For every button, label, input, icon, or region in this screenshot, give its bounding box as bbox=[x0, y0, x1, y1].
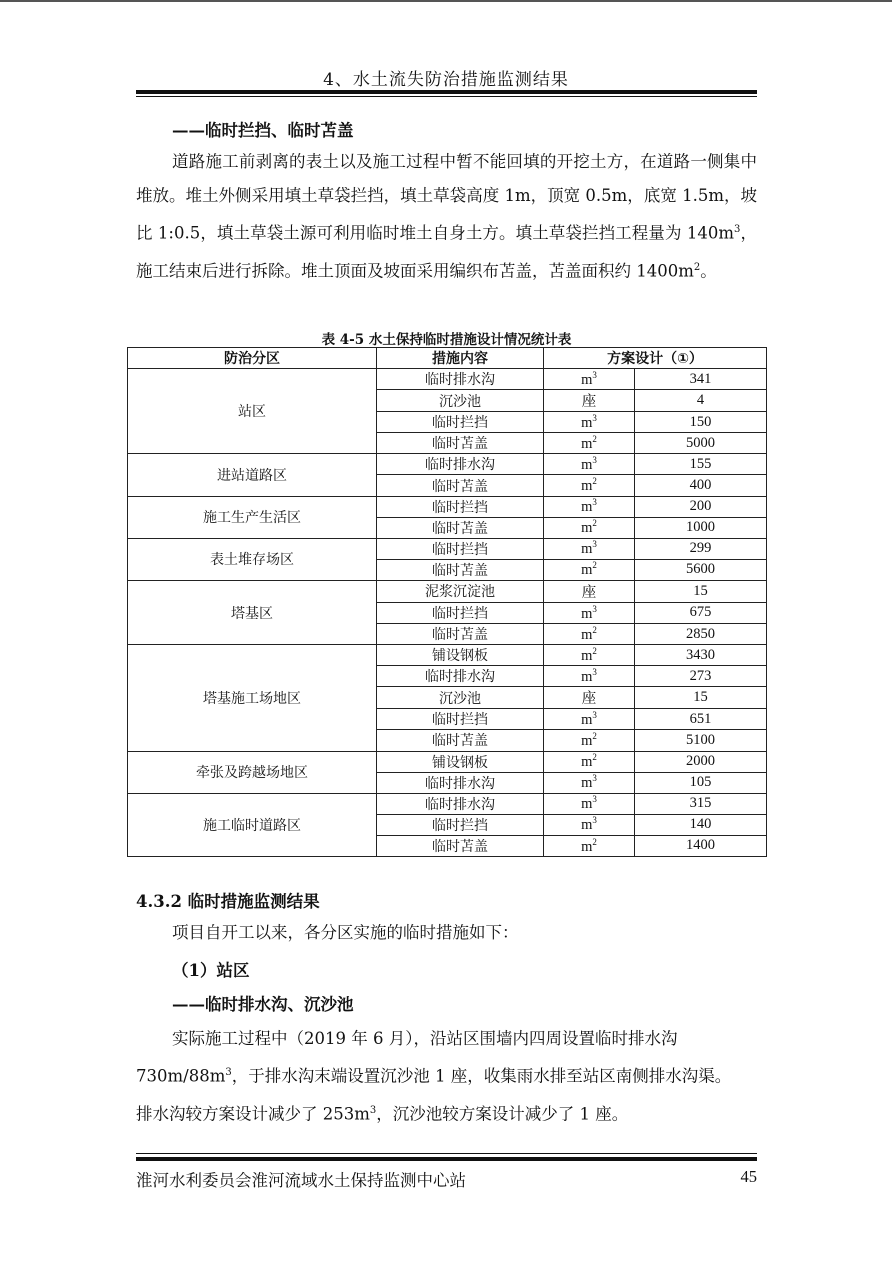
measure-cell: 临时苫盖 bbox=[377, 559, 544, 580]
unit-text: m bbox=[581, 775, 593, 792]
header-rule-thin bbox=[136, 96, 757, 97]
unit-cell bbox=[544, 645, 635, 666]
unit-text: m bbox=[581, 371, 593, 388]
superscript: 3 bbox=[734, 224, 741, 235]
value-cell: 675 bbox=[635, 602, 767, 623]
paragraph-interception bbox=[136, 145, 757, 288]
value-cell: 299 bbox=[635, 538, 767, 559]
unit-text: 座 bbox=[581, 584, 597, 601]
measure-cell: 临时苫盖 bbox=[377, 475, 544, 496]
table-row bbox=[128, 454, 767, 475]
zone-cell: 施工临时道路区 bbox=[128, 793, 377, 856]
header-zone: 防治分区 bbox=[128, 348, 377, 369]
unit-exponent: 3 bbox=[592, 455, 597, 465]
measure-cell: 临时拦挡 bbox=[377, 496, 544, 517]
unit-exponent: 2 bbox=[592, 752, 597, 763]
measure-cell: 临时拦挡 bbox=[377, 412, 544, 433]
zone-cell: 进站道路区 bbox=[128, 454, 377, 496]
value-cell: 150 bbox=[635, 412, 767, 433]
header-rule-thick bbox=[136, 90, 757, 94]
unit-exponent: 3 bbox=[592, 369, 597, 380]
section-heading-interception: ——临时拦挡、临时苫盖 bbox=[172, 121, 354, 140]
unit-cell bbox=[544, 580, 635, 602]
value-cell: 5100 bbox=[635, 730, 767, 751]
value-cell: 400 bbox=[635, 475, 767, 496]
table-row bbox=[128, 793, 767, 814]
measure-cell: 临时排水沟 bbox=[377, 793, 544, 814]
value-cell: 3430 bbox=[635, 645, 767, 666]
table-row bbox=[128, 538, 767, 559]
measure-cell: 铺设钢板 bbox=[377, 751, 544, 772]
value-cell: 4 bbox=[635, 390, 767, 412]
unit-text: 座 bbox=[581, 394, 597, 411]
unit-cell bbox=[544, 369, 635, 390]
superscript: 3 bbox=[225, 1067, 232, 1078]
table-header-row bbox=[128, 348, 767, 369]
paragraph-text: ，于排水沟末端设置沉沙池 1 座，收集雨水排至站区南侧排水沟渠。 bbox=[231, 1066, 732, 1086]
unit-cell bbox=[544, 602, 635, 623]
temporary-measures-table bbox=[127, 347, 767, 857]
unit-cell bbox=[544, 454, 635, 475]
unit-exponent: 3 bbox=[592, 497, 597, 508]
unit-text: m bbox=[581, 499, 593, 516]
unit-text: m bbox=[581, 668, 593, 685]
unit-cell bbox=[544, 559, 635, 580]
subheading-station-area: （1）站区 bbox=[172, 961, 250, 980]
unit-cell bbox=[544, 793, 635, 814]
measure-cell: 临时排水沟 bbox=[377, 772, 544, 793]
paragraph-text: ，施工结束后进行拆除。堆土顶面及坡面采用编织布苫盖，苫盖面积约 1400m bbox=[136, 223, 757, 280]
unit-exponent: 3 bbox=[592, 603, 597, 614]
measure-cell: 临时苫盖 bbox=[377, 517, 544, 538]
unit-text: m bbox=[581, 541, 593, 558]
unit-cell bbox=[544, 517, 635, 538]
measure-cell: 临时苫盖 bbox=[377, 730, 544, 751]
measure-cell: 临时排水沟 bbox=[377, 454, 544, 475]
value-cell: 273 bbox=[635, 666, 767, 687]
zone-cell: 施工生产生活区 bbox=[128, 496, 377, 538]
measure-cell: 临时拦挡 bbox=[377, 814, 544, 835]
unit-exponent: 2 bbox=[592, 645, 597, 656]
unit-text: m bbox=[581, 732, 593, 749]
header-measure: 措施内容 bbox=[377, 348, 544, 369]
superscript: 2 bbox=[693, 261, 701, 273]
paragraph-station-drainage bbox=[136, 1022, 757, 1131]
measure-cell: 泥浆沉淀池 bbox=[377, 580, 544, 602]
unit-cell bbox=[544, 538, 635, 559]
superscript: 3 bbox=[369, 1104, 377, 1116]
measure-cell: 铺设钢板 bbox=[377, 645, 544, 666]
unit-text: m bbox=[581, 435, 593, 452]
value-cell: 200 bbox=[635, 496, 767, 517]
table-row bbox=[128, 751, 767, 772]
value-cell: 341 bbox=[635, 369, 767, 390]
unit-exponent: 2 bbox=[592, 433, 597, 444]
unit-exponent: 3 bbox=[592, 412, 597, 423]
unit-cell bbox=[544, 730, 635, 751]
value-cell: 1000 bbox=[635, 517, 767, 538]
unit-text: m bbox=[581, 414, 593, 431]
measure-cell: 沉沙池 bbox=[377, 687, 544, 709]
unit-text: m bbox=[581, 647, 593, 664]
page-top-edge bbox=[0, 0, 892, 2]
paragraph-intro: 项目自开工以来，各分区实施的临时措施如下： bbox=[172, 923, 519, 942]
measure-cell: 临时苫盖 bbox=[377, 433, 544, 454]
table-row bbox=[128, 369, 767, 390]
paragraph-text: 。 bbox=[700, 261, 717, 280]
unit-exponent: 3 bbox=[592, 794, 597, 805]
subheading-drainage: ——临时排水沟、沉沙池 bbox=[172, 995, 354, 1014]
unit-cell bbox=[544, 814, 635, 835]
table-row bbox=[128, 645, 767, 666]
unit-text: m bbox=[581, 626, 593, 643]
unit-exponent: 2 bbox=[592, 731, 597, 742]
unit-exponent: 3 bbox=[592, 666, 597, 677]
unit-text: m bbox=[581, 456, 593, 473]
table-caption: 表 4-5 水土保持临时措施设计情况统计表 bbox=[321, 332, 572, 348]
zone-cell: 塔基施工场地区 bbox=[128, 645, 377, 751]
value-cell: 15 bbox=[635, 580, 767, 602]
unit-exponent: 2 bbox=[592, 518, 597, 529]
value-cell: 651 bbox=[635, 709, 767, 730]
unit-cell bbox=[544, 475, 635, 496]
header-design: 方案设计（①） bbox=[544, 348, 767, 369]
unit-cell bbox=[544, 433, 635, 454]
paragraph-text: ，沉沙池较方案设计减少了 1 座。 bbox=[376, 1104, 629, 1123]
unit-text: m bbox=[581, 477, 593, 494]
unit-text: m bbox=[581, 605, 593, 622]
unit-text: m bbox=[581, 753, 593, 770]
measure-cell: 临时排水沟 bbox=[377, 369, 544, 390]
unit-exponent: 3 bbox=[592, 773, 597, 784]
zone-cell: 站区 bbox=[128, 369, 377, 454]
unit-exponent: 3 bbox=[592, 539, 597, 550]
unit-text: m bbox=[581, 711, 593, 728]
section-heading-4-3-2: 4.3.2 临时措施监测结果 bbox=[136, 892, 320, 911]
value-cell: 2850 bbox=[635, 624, 767, 645]
paragraph-line bbox=[136, 1056, 757, 1094]
unit-exponent: 2 bbox=[592, 476, 597, 487]
unit-text: m bbox=[581, 796, 593, 813]
unit-text: m bbox=[581, 838, 593, 855]
value-cell: 140 bbox=[635, 814, 767, 835]
unit-exponent: 2 bbox=[592, 624, 597, 635]
unit-exponent: 3 bbox=[592, 815, 597, 826]
footer-rule-thick bbox=[136, 1157, 757, 1161]
paragraph-text: 排水沟较方案设计减少了 253m bbox=[136, 1104, 370, 1123]
unit-exponent: 2 bbox=[592, 560, 597, 571]
running-header: 4、水土流失防治措施监测结果 bbox=[323, 70, 569, 90]
table-row bbox=[128, 580, 767, 602]
value-cell: 5000 bbox=[635, 433, 767, 454]
unit-exponent: 3 bbox=[592, 709, 597, 720]
zone-cell: 塔基区 bbox=[128, 580, 377, 644]
value-cell: 15 bbox=[635, 687, 767, 709]
footer-organization: 淮河水利委员会淮河流域水土保持监测中心站 bbox=[136, 1171, 466, 1190]
value-cell: 105 bbox=[635, 772, 767, 793]
unit-cell bbox=[544, 687, 635, 709]
footer-rule-thin bbox=[136, 1153, 757, 1154]
measure-cell: 临时苫盖 bbox=[377, 624, 544, 645]
unit-cell bbox=[544, 496, 635, 517]
value-cell: 155 bbox=[635, 454, 767, 475]
measure-cell: 临时拦挡 bbox=[377, 709, 544, 730]
unit-cell bbox=[544, 709, 635, 730]
paragraph-line: 实际施工过程中（2019 年 6 月），沿站区围墙内四周设置临时排水沟 bbox=[172, 1029, 678, 1048]
unit-cell bbox=[544, 390, 635, 412]
zone-cell: 牵张及跨越场地区 bbox=[128, 751, 377, 793]
measure-cell: 临时苫盖 bbox=[377, 835, 544, 856]
value-cell: 2000 bbox=[635, 751, 767, 772]
table-row bbox=[128, 496, 767, 517]
unit-exponent: 2 bbox=[592, 836, 597, 847]
unit-cell bbox=[544, 772, 635, 793]
unit-text: m bbox=[581, 562, 593, 579]
paragraph-text: 道路施工前剥离的表土以及施工过程中暂不能回填的开挖土方，在道路一侧集中堆放。堆土外侧采用填土草袋拦挡，填土草袋高度 1m，顶宽 0.5m，底宽 1.5m，坡比 1:0.5，填土草袋土源可利用临时堆土自身土方。填土草袋拦挡工程量为 140m bbox=[136, 152, 757, 243]
measure-cell: 临时排水沟 bbox=[377, 666, 544, 687]
measure-cell: 沉沙池 bbox=[377, 390, 544, 412]
unit-cell bbox=[544, 666, 635, 687]
value-cell: 1400 bbox=[635, 835, 767, 856]
unit-text: m bbox=[581, 817, 593, 834]
unit-cell bbox=[544, 835, 635, 856]
value-cell: 5600 bbox=[635, 559, 767, 580]
unit-text: m bbox=[581, 520, 593, 537]
unit-cell bbox=[544, 751, 635, 772]
paragraph-line bbox=[136, 1094, 757, 1132]
value-cell: 315 bbox=[635, 793, 767, 814]
paragraph-text: 730m/88m bbox=[136, 1066, 226, 1086]
measure-cell: 临时拦挡 bbox=[377, 538, 544, 559]
unit-cell bbox=[544, 624, 635, 645]
unit-cell bbox=[544, 412, 635, 433]
unit-text: 座 bbox=[581, 691, 597, 708]
measure-cell: 临时拦挡 bbox=[377, 602, 544, 623]
page-number: 45 bbox=[740, 1167, 757, 1186]
zone-cell: 表土堆存场区 bbox=[128, 538, 377, 580]
